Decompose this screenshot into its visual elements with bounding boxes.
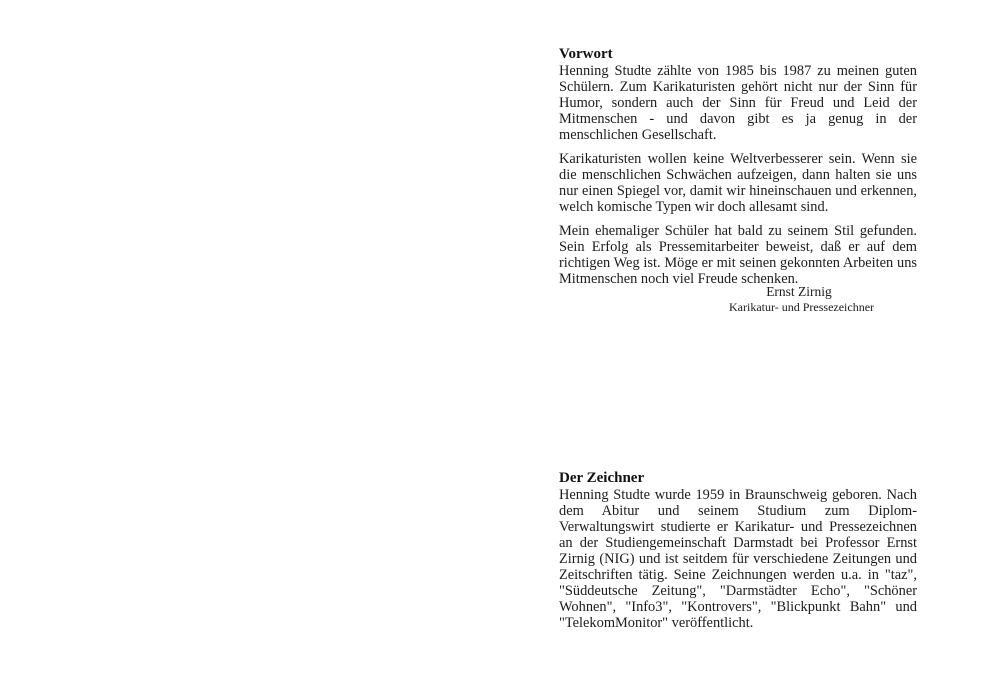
zeichner-paragraph: Henning Studte wurde 1959 in Braunschweig geboren. Nach dem Abitur und seinem Studium zum Diplom-Verwaltungswirt studierte er Karikatur- und Pressezeichnen an der Studiengemeinschaft Darmstadt bei Professor Ernst Zirnig (NIG) und ist seitdem für verschiedene Zeitungen und Zeitschriften tätig. Seine Zeichnungen werden u.a. in "taz", "Süddeutsche Zeitung", "Darmstädter Echo", "Schöner Wohnen", "Info3", "Kontrovers", "Blickpunkt Bahn" und "TelekomMonitor" veröffentlicht.	[559, 487, 917, 631]
vorwort-heading: Vorwort	[559, 46, 613, 62]
zeichner-section	[559, 470, 917, 639]
vorwort-section	[559, 46, 917, 314]
vorwort-paragraph-1: Henning Studte zählte von 1985 bis 1987 zu meinen guten Schülern. Zum Karikaturisten gehört nicht nur der Sinn für Humor, sondern auch der Sinn für Freud und Leid der Mitmenschen - und davon gibt es ja genug in der menschlichen Gesellschaft.	[559, 63, 917, 143]
signature-title: Karikatur- und Pressezeichner	[729, 300, 875, 314]
zeichner-heading: Der Zeichner	[559, 470, 645, 486]
signature-name: Ernst Zirnig	[766, 284, 832, 299]
vorwort-paragraph-2: Karikaturisten wollen keine Weltverbesserer sein. Wenn sie die menschlichen Schwächen aufzeigen, dann halten sie uns nur einen Spiegel vor, damit wir hineinschauen und erkennen, welch komische Typen wir doch allesamt sind.	[559, 151, 917, 215]
signature-block	[559, 284, 917, 315]
vorwort-paragraph-3: Mein ehemaliger Schüler hat bald zu seinem Stil gefunden. Sein Erfolg als Pressemitarbeiter beweist, daß er auf dem richtigen Weg ist. Möge er mit seinen gekonnten Arbeiten uns Mitmenschen noch viel Freude schenken.	[559, 223, 917, 287]
